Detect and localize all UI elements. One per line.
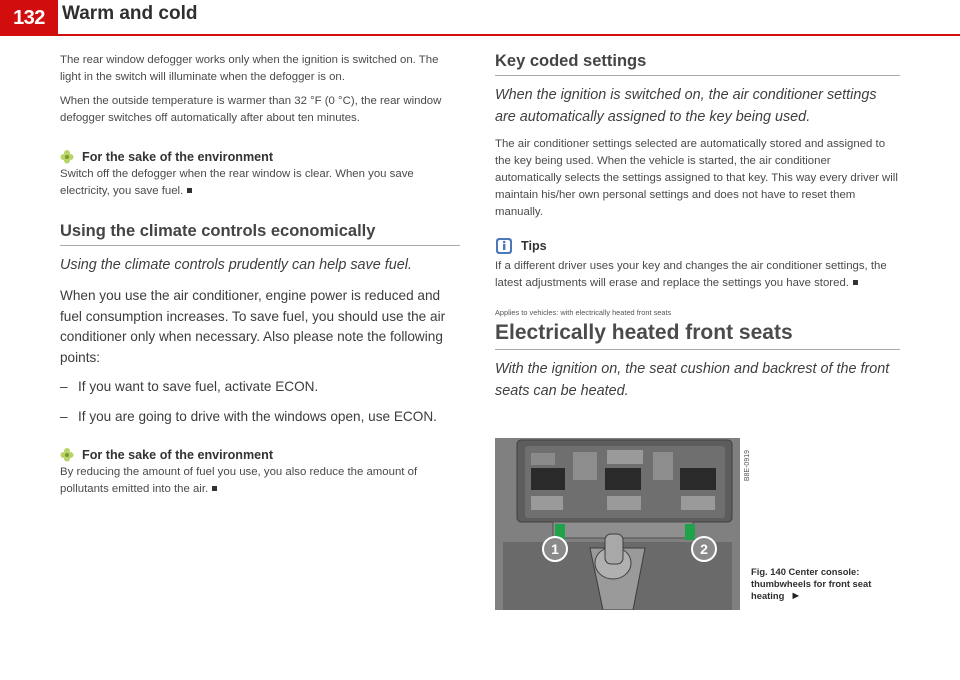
- section-lead-key-coded: When the ignition is switched on, the air conditioner settings are automatically assigned to the key being used.: [495, 87, 877, 125]
- applies-to-note: Applies to vehicles: with electrically heated front seats: [495, 308, 672, 317]
- environment-note-title: [60, 149, 460, 165]
- end-mark: [212, 486, 217, 491]
- section-title-heated-seats: Electrically heated front seats: [495, 321, 900, 350]
- figure-caption: Fig. 140 Center console: thumbwheels for front seat heating ►: [751, 566, 872, 602]
- environment-note-2: [60, 447, 460, 498]
- flower-icon: [60, 447, 74, 463]
- list-item: – If you are going to drive with the windows open, use ECON.: [60, 408, 437, 424]
- tips-note: [495, 237, 900, 292]
- environment-note-text: By reducing the amount of fuel you use, you also reduce the amount of pollutants emitted into the air.: [60, 466, 418, 495]
- center-console-illustration: [495, 438, 740, 610]
- callout-2: 2: [691, 536, 717, 562]
- defogger-paragraph-1: The rear window defogger works only when the ignition is switched on. The light in the switch will illuminate when the defogger is on.: [60, 54, 439, 83]
- flower-icon: [60, 149, 74, 165]
- defogger-paragraph-2: When the outside temperature is warmer than 32 °F (0 °C), the rear window defogger switches off automatically after about ten minutes.: [60, 95, 442, 124]
- environment-note-1: [60, 149, 460, 200]
- info-icon: [495, 237, 513, 255]
- header-rule: [0, 34, 960, 36]
- left-column: [60, 50, 460, 498]
- tips-title: [495, 237, 900, 255]
- tips-title-text: Tips: [521, 239, 547, 253]
- end-mark: [187, 188, 192, 193]
- section-lead-heated-seats: With the ignition on, the seat cushion and backrest of the front seats can be heated.: [495, 361, 890, 399]
- end-mark: [853, 280, 858, 285]
- callout-1: 1: [542, 536, 568, 562]
- center-console-figure: [495, 438, 740, 610]
- section-title-economical: Using the climate controls economically: [60, 222, 460, 246]
- section-lead-economical: Using the climate controls prudently can help save fuel.: [60, 257, 412, 273]
- right-column: [495, 50, 900, 402]
- figure-code: B8E-0919: [744, 450, 751, 482]
- environment-note-title-text: For the sake of the environment: [82, 448, 274, 462]
- list-item: – If you want to save fuel, activate ECON.: [60, 379, 319, 394]
- section-title-key-coded: Key coded settings: [495, 52, 900, 76]
- page-number: 132: [0, 0, 58, 36]
- section-body-key-coded: The air conditioner settings selected are automatically stored and assigned to the key being used. When the vehicle is started, the air conditioner automatically selects the settings assigned to that key. This way every driver will maintain his/her own personal settings and does not have to reset them manually.: [495, 138, 898, 218]
- environment-note-title: [60, 447, 460, 463]
- arrow-right-icon: ►: [790, 590, 802, 602]
- section-body-economical: When you use the air conditioner, engine power is reduced and fuel consumption increases. To save fuel, you should use the air conditioner only when necessary. Also please note the following points:: [60, 288, 446, 365]
- environment-note-title-text: For the sake of the environment: [82, 150, 274, 164]
- chapter-title: Warm and cold: [62, 3, 198, 24]
- tips-text: If a different driver uses your key and changes the air conditioner settings, the latest adjustments will erase and replace the settings you have stored.: [495, 260, 887, 289]
- environment-note-text: Switch off the defogger when the rear window is clear. When you save electricity, you save fuel.: [60, 168, 414, 197]
